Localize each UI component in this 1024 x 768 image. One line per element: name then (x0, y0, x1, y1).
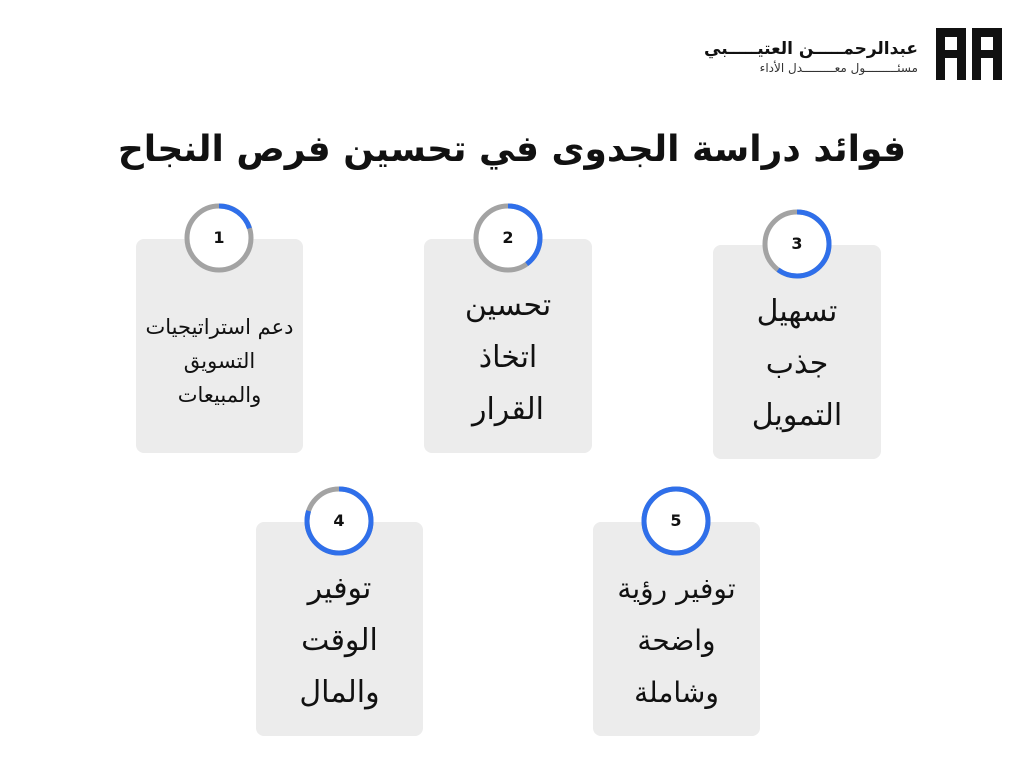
step-number: 2 (502, 228, 514, 247)
benefit-text: تسهيل جذب التمويل (751, 294, 843, 433)
step-badge-2 (472, 202, 544, 274)
page-title: فوائد دراسة الجدوى في تحسين فرص النجاح (117, 129, 907, 170)
step-number: 4 (333, 511, 345, 530)
brand-name: عبدالرحمـــــن العتيـــــبي (704, 39, 918, 59)
step-badge-3 (761, 208, 833, 280)
brand-logo-icon (936, 28, 1002, 80)
step-number: 1 (213, 228, 225, 247)
step-badge-4 (303, 485, 375, 557)
step-number: 5 (670, 511, 682, 530)
brand-text (704, 38, 918, 76)
benefit-text: دعم استراتيجيات التسويق والمبيعات (145, 315, 294, 407)
brand (704, 28, 1002, 84)
step-badge-5 (640, 485, 712, 557)
step-badge-1 (183, 202, 255, 274)
benefit-text: تحسين اتخاذ القرار (464, 288, 552, 427)
benefit-text: توفير رؤية واضحة وشاملة (617, 572, 736, 709)
step-number: 3 (791, 234, 803, 253)
benefit-text: توفير الوقت والمال (299, 571, 380, 710)
brand-role: مسئـــــــــول معـــــــــدل الأداء (759, 61, 918, 75)
